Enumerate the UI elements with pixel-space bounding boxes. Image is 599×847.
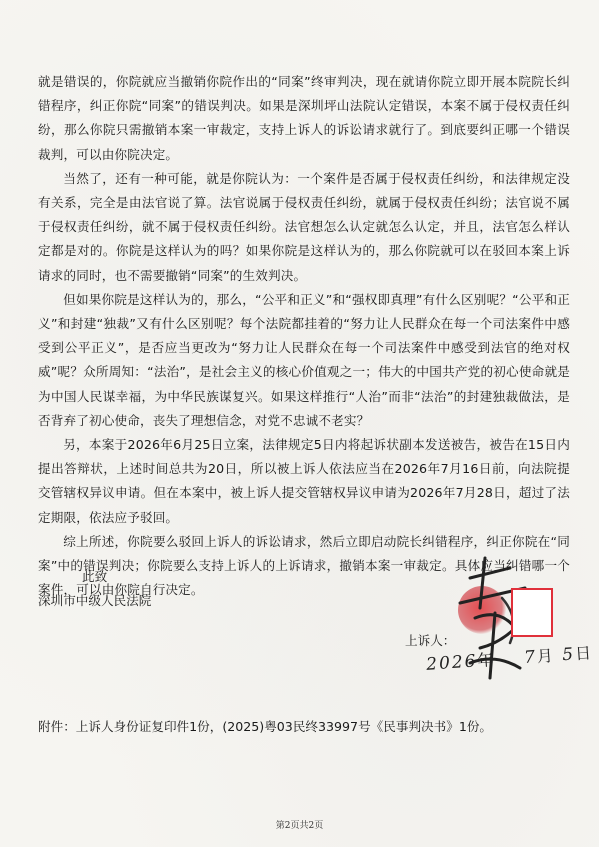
date-year: 2026 xyxy=(425,651,479,675)
document-body xyxy=(38,70,570,602)
date-day: 5 xyxy=(561,644,576,666)
paragraph-possibility: 当然了，还有一种可能，就是你院认为：一个案件是否属于侵权责任纠纷，和法律规定没有关系，完全是由法官说了算。法官说属于侵权责任纠纷，就属于侵权责任纠纷；法官说不属于侵权责任纠纷，就不属于侵权责任纠纷。法官想怎么认定就怎么认定，并且，法官怎么样认定都是对的。你院是这样认为的吗？如果你院是这样认为的，那么你院就可以在驳回本案上诉请求的同时，也不需要撤销“同案”的生效判决。 xyxy=(38,170,570,283)
page-footer: 第2页共2页 xyxy=(275,821,324,831)
paragraph-deadline: 另，本案于2026年6月25日立案，法律规定5日内将起诉状副本发送被告，被告在15日内提出答辩状，上述时间总共为20日，所以被上诉人依法应当在2026年7月16日前，向法院提交管辖权异议申请。但在本案中，被上诉人提交管辖权异议申请为2026年7月28日，超过了法定期限，依法应予驳回。 xyxy=(38,437,570,525)
date-day-char: 日 xyxy=(574,643,594,664)
attachments-line: 附件：上诉人身份证复印件1份，(2025)粤03民终33997号《民事判决书》1份。 xyxy=(38,719,493,734)
paragraph-continuation: 就是错误的，你院就应当撤销你院作出的“同案”终审判决，现在就请你院立即开展本院院长纠错程序，纠正你院“同案”的错误判决。如果是深圳坪山法院认定错误，本案不属于侵权责任纠纷，那么你院只需撤销本案一审裁定，支持上诉人的诉讼请求就行了。到底要纠正哪一个错误裁判，可以由你院决定。 xyxy=(38,74,570,162)
date-year-char: 年 xyxy=(476,650,497,671)
paragraph-fairness: 但如果你院是这样认为的，那么，“公平和正义”和“强权即真理”有什么区别呢？“公平和正义”和封建“独裁”又有什么区别呢？每个法院都挂着的“努力让人民群众在每一个司法案件中感受到公平正义”，是否应当更改为“努力让人民群众在每一个司法案件中感受到法官的绝对权威”呢？众所周知：“法治”，是社会主义的核心价值观之一；伟大的中国共产党的初心使命就是为中国人民谋幸福，为中华民族谋复兴。如果这样推行“人治”而非“法治”的封建独裁做法，是否背弃了初心使命，丧失了理想信念，对党不忠诚不老实？ xyxy=(38,291,570,428)
redaction-box xyxy=(511,588,553,637)
date-month: 7 xyxy=(523,647,538,668)
appellant-label: 上诉人： xyxy=(405,633,456,648)
date-month-char: 月 xyxy=(536,645,556,667)
salutation: 此致 xyxy=(82,569,108,584)
recipient-court: 深圳市中级人民法院 xyxy=(38,593,152,608)
paragraph-conclusion: 综上所述，你院要么驳回上诉人的诉讼请求，然后立即启动院长纠错程序，纠正你院在“同案”中的错误判决；你院要么支持上诉人的上诉请求，撤销本案一审裁定。具体应当纠错哪一个案件，可以由你院自行决定。 xyxy=(38,533,570,598)
closing-block xyxy=(38,565,151,613)
